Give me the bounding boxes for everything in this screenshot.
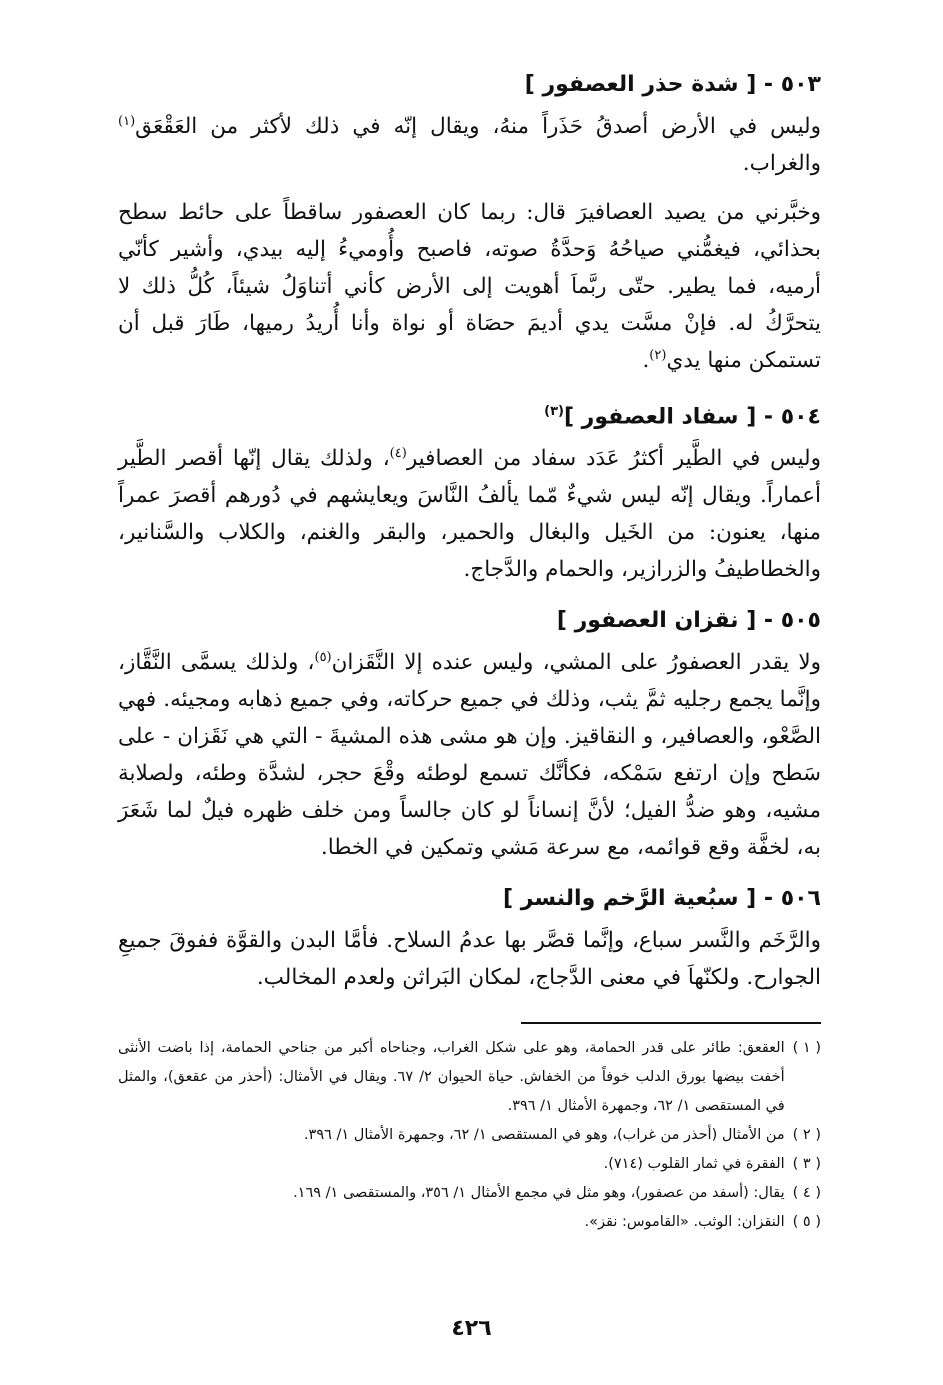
paragraph-text: وليس في الطَّير أكثرُ عَدَد سفاد من العصافير <box>406 446 821 472</box>
heading-text: ٥٠٣ - [ شدة حذر العصفور ] <box>524 72 821 97</box>
paragraph <box>118 644 821 866</box>
footnote-text: من الأمثال (أحذر من غراب)، وهو في المستقصى ١/ ٦٢، وجمهرة الأمثال ١/ ٣٩٦. <box>303 1127 785 1144</box>
footnote-number: ( ٤ ) <box>792 1185 821 1202</box>
footnote <box>118 1179 821 1208</box>
footnote-text: العقعق: طائر على قدر الحمامة، وهو على شكل الغراب، وجناحاه أكبر من جناحي الحمامة، إذا باضت الأنثى أخفت بيضها بورق الدلب خوفاً من الخفاش. حياة الحيوان ٢/ ٦٧. ويقال في الأمثال: (أحذر من عقعق)، والمثل في المستقصى ١/ ٦٢، وجمهرة الأمثال ١/ ٣٩٦. <box>118 1040 785 1115</box>
footnote-text: النقزان: الوثب. «القاموس: نقز». <box>584 1214 785 1231</box>
footnote <box>118 1121 821 1150</box>
footnote-ref: (٥) <box>314 650 332 666</box>
footnote-divider <box>521 1022 821 1024</box>
footnote-ref: (٤) <box>389 446 407 462</box>
section-504 <box>118 395 821 588</box>
footnote-number: ( ١ ) <box>792 1040 821 1057</box>
paragraph-tail: ، ولذلك يقال إنّها أقصر الطَّير أعماراً. ويقال إنّه ليس شيءٌ مّما يألفُ النَّاسَ ويعايشهم في دُورهم أقصرَ عمراً منها، يعنون: من الخَيل والبغال والحمير، والبقر والغنم، والكلاب والسَّنانير، والخطاطيفُ والزرازير، والحمام والدَّجاج. <box>118 446 821 583</box>
footnote-number: ( ٣ ) <box>792 1156 821 1173</box>
paragraph-tail: ، ولذلك يسمَّى النَّقَّاز، وإنَّما يجمع رجليه ثمَّ يثب، وذلك في جميع حركاته، وفي جميع ذهابه ومجيئه. فهي الصَّعْو، والعصافير، و النقاقيز. وإن هو مشى هذه المشيةَ - التي هي نَقَزان - على سَطح وإن ارتفع سَمْكه، فكأنَّك تسمع لوطئه وقْعَ حجر، لشدَّة وطئه، ولصلابة مشيه، وهو ضدُّ الفيل؛ لأنَّ إنساناً لو كان جالساً ومن خلف ظهره فيلٌ لما شَعَرَ به، لخفَّة وقع قوائمه، مع سرعة مَشي وتمكين في الخطا. <box>118 650 821 861</box>
paragraph <box>118 108 821 182</box>
paragraph-tail: . <box>642 348 650 373</box>
section-heading <box>118 604 821 638</box>
paragraph <box>118 922 821 996</box>
section-heading <box>118 68 821 102</box>
footnote-ref: (٢) <box>649 347 667 363</box>
section-505 <box>118 604 821 866</box>
footnote-text: الفقرة في ثمار القلوب (٧١٤). <box>603 1156 785 1173</box>
paragraph-text: وليس في الأرض أصدقُ حَذَراً منهُ، ويقال إنّه في ذلك لأكثر من العَقْعَق <box>135 114 821 139</box>
footnotes <box>118 1034 821 1237</box>
paragraph-text: ولا يقدر العصفورُ على المشي، وليس عنده إلا النَّقَزان <box>331 650 822 676</box>
footnote-ref: (٣) <box>544 404 564 419</box>
footnote-text: يقال: (أسفد من عصفور)، وهو مثل في مجمع الأمثال ١/ ٣٥٦، والمستقصى ١/ ١٦٩. <box>293 1185 785 1202</box>
footnote <box>118 1150 821 1179</box>
section-506 <box>118 882 821 996</box>
paragraph-tail: والغراب. <box>742 151 821 176</box>
footnote-ref: (١) <box>118 113 136 129</box>
paragraph <box>118 194 821 379</box>
footnote <box>118 1208 821 1237</box>
page-number: ٤٢٦ <box>451 1316 492 1341</box>
section-heading <box>118 882 821 916</box>
section-503 <box>118 68 821 379</box>
heading-text: ٥٠٤ - [ سفاد العصفور ] <box>563 404 821 430</box>
footnote <box>118 1034 821 1121</box>
heading-text: ٥٠٦ - [ سبُعية الرَّخم والنسر ] <box>503 886 821 912</box>
footnote-number: ( ٥ ) <box>792 1214 821 1231</box>
paragraph-text: وخبَّرني من يصيد العصافيرَ قال: ربما كان العصفور ساقطاً على حائط سطح بحذائي، فيغمُّني صياحُهُ وَحدَّةُ صوته، فاصبح وأُوميءُ إليه بيدي، وأشير كأنّي أرميه، فما يطير. حتّى ربَّماَ أهويت إلى الأرض كأني أتناوَلُ شيئاً، كُلُّ ذلك لا يتحرَّكُ له. فإنْ مسَّت يدي أديمَ حصَاة أو نواة وأنا أُريدُ رميها، طَارَ قبل أن تستمكن منها يدي <box>118 200 821 373</box>
paragraph-text: والرَّخَم والنَّسر سباع، وإنَّما قصَّر بها عدمُ السلاح. فأمَّا البدن والقوَّة ففوقَ جميعِ الجوارح. ولكنّهاَ في معنى الدَّجاج، لمكان البَراثن ولعدم المخالب. <box>118 928 821 991</box>
heading-text: ٥٠٥ - [ نقزان العصفور ] <box>556 608 821 634</box>
footnote-number: ( ٢ ) <box>792 1127 821 1144</box>
section-heading <box>118 395 821 434</box>
paragraph <box>118 440 821 588</box>
